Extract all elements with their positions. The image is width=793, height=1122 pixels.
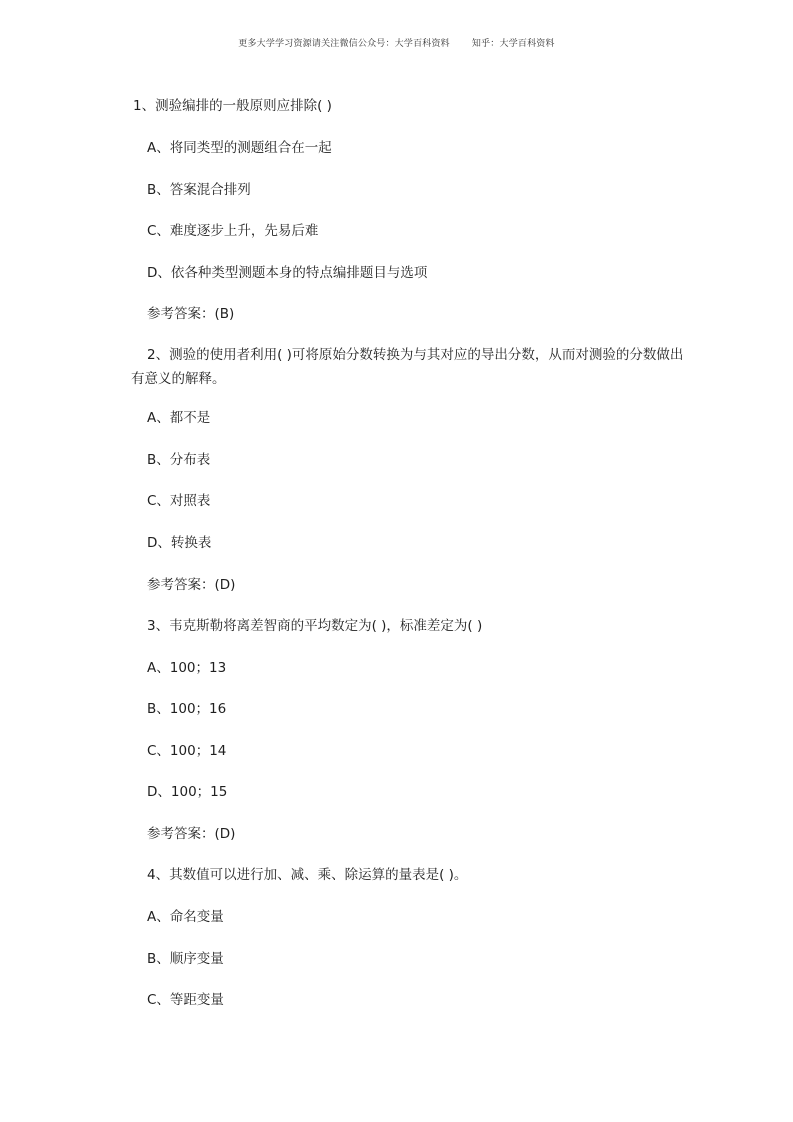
header-wechat-note: 更多大学学习资源请关注微信公众号：大学百科资料 [238, 39, 450, 49]
question-4-option-b: B、顺序变量 [147, 951, 224, 967]
header-zhihu-note: 知乎：大学百科资料 [471, 39, 555, 49]
question-2-stem: 2、测验的使用者利用( )可将原始分数转换为与其对应的导出分数，从而对测验的分数做出有意义的解释。 [131, 347, 684, 387]
question-2-option-a: A、都不是 [147, 410, 211, 426]
question-1-option-c: C、难度逐步上升，先易后难 [147, 223, 319, 239]
question-1-stem: 1、测验编排的一般原则应排除( ) [133, 98, 332, 114]
page-header [0, 36, 793, 49]
question-3-option-a: A、100；13 [147, 660, 227, 676]
question-1-answer: 参考答案：(B) [147, 306, 235, 322]
question-1-option-b: B、答案混合排列 [147, 182, 251, 198]
question-2-option-b: B、分布表 [147, 452, 211, 468]
question-3-option-b: B、100；16 [147, 701, 227, 717]
question-3-answer: 参考答案：(D) [147, 826, 236, 842]
question-1-option-a: A、将同类型的测题组合在一起 [147, 140, 332, 156]
question-2-answer: 参考答案：(D) [147, 577, 236, 593]
question-3-option-d: D、100；15 [147, 784, 228, 800]
question-2-option-d: D、转换表 [147, 535, 212, 551]
question-4-stem: 4、其数值可以进行加、减、乘、除运算的量表是( )。 [147, 867, 468, 883]
question-3-stem: 3、韦克斯勒将离差智商的平均数定为( )，标准差定为( ) [147, 618, 483, 634]
question-1-option-d: D、依各种类型测题本身的特点编排题目与选项 [147, 265, 428, 281]
question-2-option-c: C、对照表 [147, 493, 211, 509]
question-3-option-c: C、100；14 [147, 743, 227, 759]
question-4-option-c: C、等距变量 [147, 992, 224, 1008]
question-4-option-a: A、命名变量 [147, 909, 224, 925]
